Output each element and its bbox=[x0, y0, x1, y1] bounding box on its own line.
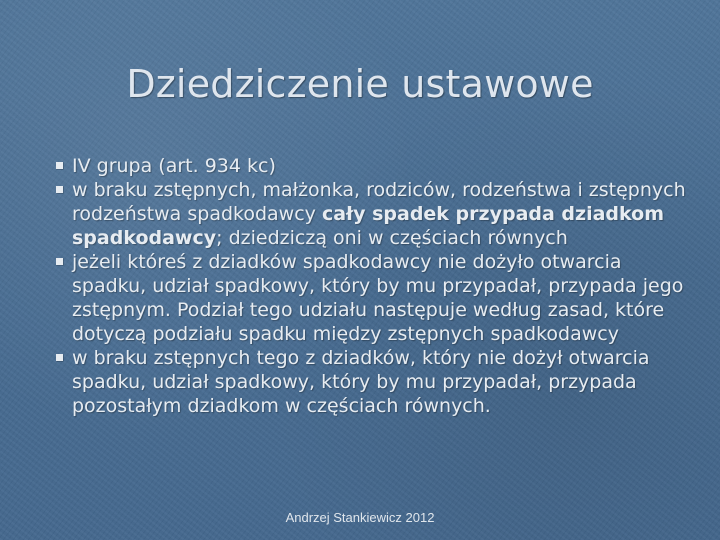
bullet-text: IV grupa (art. 934 kc) bbox=[72, 155, 276, 177]
bullet-item bbox=[46, 250, 686, 346]
bullet-item bbox=[46, 178, 686, 250]
bullet-text: w braku zstępnych tego z dziadków, który nie dożył otwarcia spadku, udział spadkowy, który by mu przypadał, przypada pozostałym dziadkom w częściach równych. bbox=[72, 347, 650, 417]
square-bullet-icon bbox=[56, 162, 63, 169]
bullet-list bbox=[46, 154, 686, 418]
bullet-text: ; dziedziczą oni w częściach równych bbox=[216, 227, 568, 249]
square-bullet-icon bbox=[56, 186, 63, 193]
slide-footer: Andrzej Stankiewicz 2012 bbox=[285, 510, 435, 525]
square-bullet-icon bbox=[56, 354, 63, 361]
bullet-item bbox=[46, 346, 686, 418]
slide-title: Dziedziczenie ustawowe bbox=[126, 62, 594, 106]
bullet-text-bold: cały spadek przypada dziadkom spadkodawcy bbox=[72, 203, 664, 249]
bullet-text: jeżeli któreś z dziadków spadkodawcy nie dożyło otwarcia spadku, udział spadkowy, który by mu przypadał, przypada jego zstępnym. Podział tego udziału następuje według zasad, które dotyczą podziału spadku między zstępnych spadkodawcy bbox=[72, 251, 684, 345]
bullet-text: w braku zstępnych, małżonka, rodziców, rodzeństwa i zstępnych rodzeństwa spadkodawcy bbox=[72, 179, 686, 225]
square-bullet-icon bbox=[56, 258, 63, 265]
bullet-item bbox=[46, 154, 686, 178]
